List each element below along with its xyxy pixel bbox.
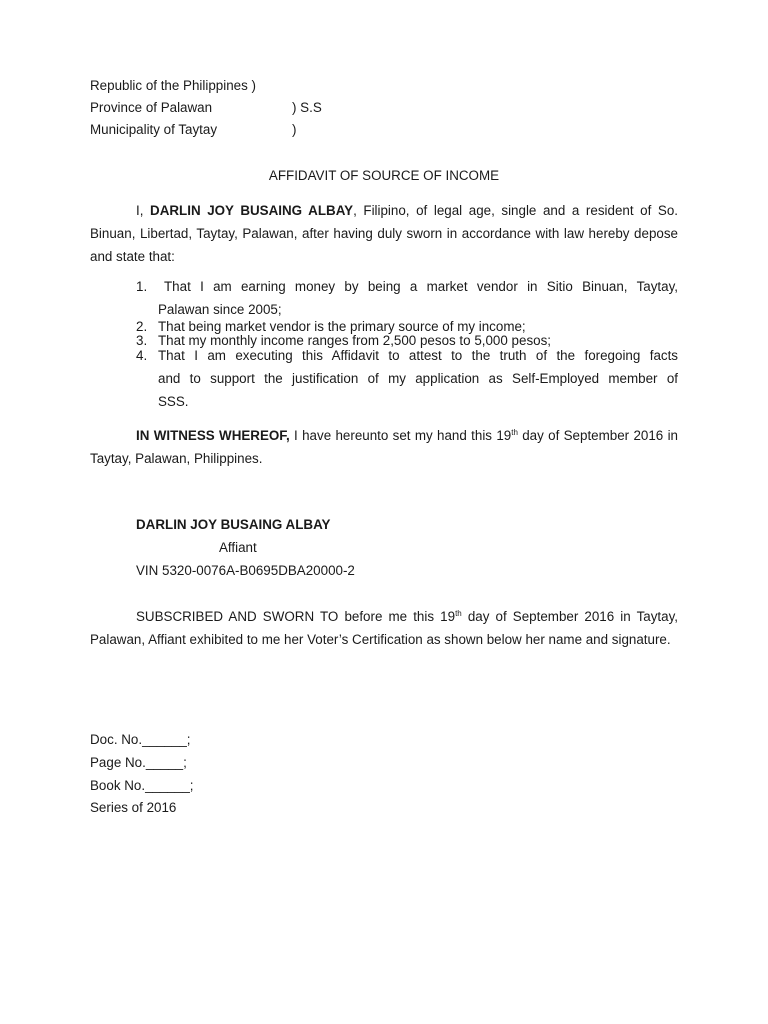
statement-text-line3: SSS. [158, 394, 189, 409]
witness-paragraph [90, 424, 678, 470]
statement-number: 1. [136, 279, 148, 294]
affiant-vin: VIN 5320-0076A-B0695DBA20000-2 [136, 563, 355, 578]
jurat-paragraph [90, 605, 678, 651]
witness-lead: IN WITNESS WHEREOF, [136, 428, 290, 443]
venue-paren: ) [292, 122, 297, 137]
intro-prefix: I, [136, 203, 151, 218]
page-number: Page No._____; [90, 755, 187, 770]
statement-number: 4. [136, 348, 148, 363]
jurat-sup: th [455, 609, 462, 618]
statement-text-line2: Palawan since 2005; [158, 302, 282, 317]
statement-number: 3. [136, 333, 148, 348]
statement-1 [136, 279, 678, 323]
affiant-name-inline: DARLIN JOY BUSAING ALBAY [150, 203, 354, 218]
witness-sup: th [511, 428, 518, 437]
affiant-role: Affiant [219, 540, 257, 555]
statement-text-line1: That I am executing this Affidavit to attest to the truth of the foregoing facts [158, 348, 678, 363]
series-year: Series of 2016 [90, 800, 177, 815]
venue-ss: ) S.S [292, 100, 322, 115]
statement-3 [136, 333, 678, 349]
statement-4 [136, 348, 678, 414]
venue-republic: Republic of the Philippines ) [90, 78, 256, 93]
statement-number: 2. [136, 319, 148, 334]
statement-text-line2: and to support the justification of my application as Self-Employed member of [158, 371, 678, 386]
jurat-text2: day of September 2016 in Taytay, Palawan, Affiant exhibited to me her Voter’s Certification as shown below her name and signature. [90, 609, 679, 647]
venue-province: Province of Palawan [90, 100, 213, 115]
witness-text1: I have hereunto set my hand this 19 [289, 428, 512, 443]
jurat-text1: SUBSCRIBED AND SWORN TO before me this 19 [136, 609, 456, 624]
book-number: Book No.______; [90, 778, 194, 793]
document-title: AFFIDAVIT OF SOURCE OF INCOME [268, 168, 500, 183]
statement-text: That being market vendor is the primary source of my income; [158, 319, 526, 334]
statement-text-line1: That I am earning money by being a market vendor in Sitio Binuan, Taytay, [164, 279, 678, 294]
affiant-name: DARLIN JOY BUSAING ALBAY [136, 517, 331, 532]
venue-municipality: Municipality of Taytay [90, 122, 218, 137]
witness-text2: day of September 2016 in Taytay, Palawan, Philippines. [90, 428, 678, 466]
doc-number: Doc. No.______; [90, 732, 191, 747]
intro-rest: , Filipino, of legal age, single and a resident of So. Binuan, Libertad, Taytay, Palawan, after having duly sworn in accordance with law hereby depose and state that: [90, 203, 678, 264]
intro-paragraph [90, 199, 678, 268]
statement-text: That my monthly income ranges from 2,500 pesos to 5,000 pesos; [158, 333, 551, 348]
